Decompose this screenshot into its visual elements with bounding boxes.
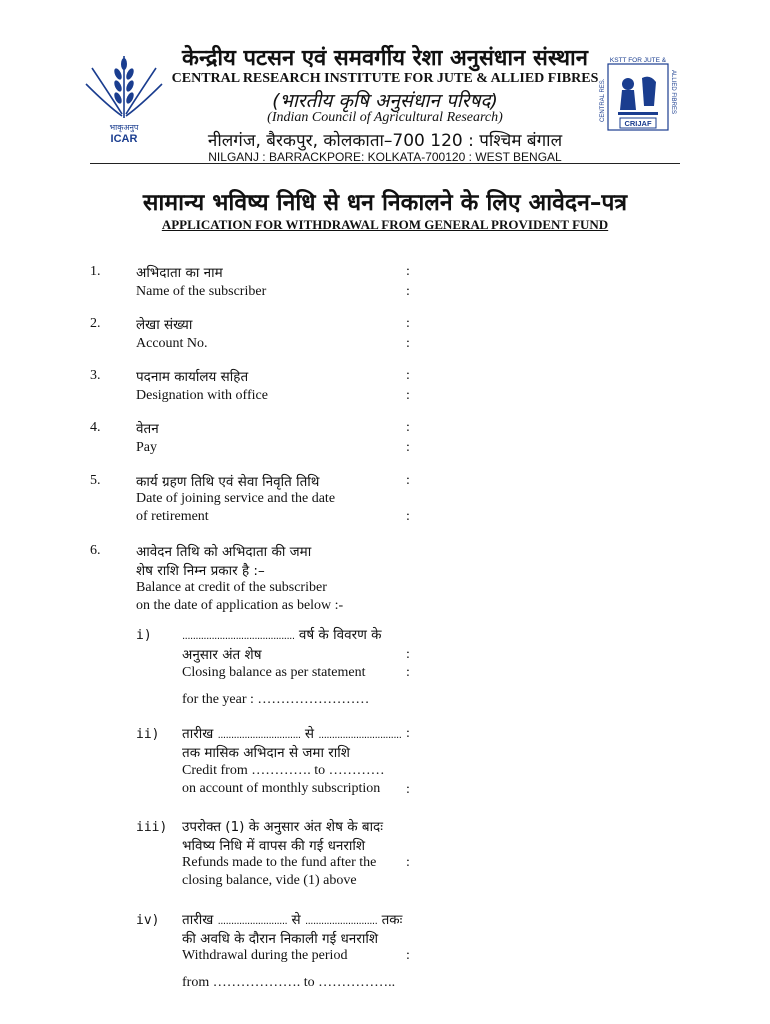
item-label-english: Account No.: [136, 336, 208, 351]
colon: :: [406, 855, 410, 870]
subitem-label: iv): [136, 913, 160, 928]
colon: :: [406, 726, 410, 741]
blank-dots: ...........................: [304, 916, 378, 927]
subitem-line-hindi: उपरोक्त (1) के अनुसार अंत शेष के बादः: [182, 819, 383, 835]
council-name-english: (Indian Council of Agricultural Research): [267, 110, 503, 125]
subitem-line-english: from ………………. to ……………..: [182, 975, 396, 990]
colon: :: [406, 420, 410, 435]
subitem-line-hindi: तक मासिक अभिदान से जमा राशि: [182, 745, 350, 761]
subitem-line-english: for the year : ……………………: [182, 692, 370, 707]
item-label-hindi: कार्य ग्रहण तिथि एवं सेवा निवृति तिथि: [136, 474, 320, 490]
subitem-line-english: Refunds made to the fund after the: [182, 855, 377, 870]
colon: :: [406, 509, 410, 524]
colon: :: [406, 284, 410, 299]
colon: :: [406, 782, 410, 797]
item-number: 3.: [90, 368, 101, 383]
item-number: 4.: [90, 420, 101, 435]
item-label-hindi: पदनाम कार्यालय सहित: [136, 369, 249, 385]
subitem-text-hindi: तारीख: [182, 726, 214, 742]
crijaf-logo-icon: [598, 56, 678, 138]
item-label-english: Designation with office: [136, 388, 268, 403]
colon: :: [406, 647, 410, 662]
item-label-english: Balance at credit of the subscriber: [136, 580, 327, 595]
subitem-text-hindi: वर्ष के विवरण के: [298, 627, 382, 643]
subitem-label: i): [136, 628, 152, 643]
subitem-label: iii): [136, 820, 168, 835]
icar-logo-text: ICAR: [110, 133, 138, 144]
address-hindi: नीलगंज, बैरकपुर, कोलकाता–700 120 : पश्चिम बंगाल: [207, 131, 563, 151]
form-title-english: APPLICATION FOR WITHDRAWAL FROM GENERAL PROVIDENT FUND: [161, 217, 609, 232]
item-label-hindi: वेतन: [136, 421, 159, 437]
header-divider: [90, 163, 680, 164]
form-title-hindi: सामान्य भविष्य निधि से धन निकालने के लिए आवेदन–पत्र: [142, 190, 628, 216]
colon: :: [406, 440, 410, 455]
subitem-text-hindi: से: [291, 912, 301, 928]
subitem-line-hindi: अनुसार अंत शेष: [182, 647, 262, 663]
crijaf-logo-right-text: ALLIED FIBRES: [670, 70, 676, 115]
blank-dots: ...............................: [318, 730, 402, 741]
colon: :: [406, 368, 410, 383]
subitem-line-english: Closing balance as per statement: [182, 665, 366, 680]
icar-wheat-logo-icon: [82, 48, 166, 144]
institute-name-hindi: केन्द्रीय पटसन एवं समवर्गीय रेशा अनुसंधान संस्थान: [182, 46, 588, 71]
subitem-text-hindi: से: [304, 726, 315, 742]
subitem-label: ii): [136, 727, 160, 742]
subitem-text-hindi: तकः: [381, 912, 403, 928]
item-label-english: Name of the subscriber: [136, 284, 267, 299]
crijaf-logo-left-text: CENTRAL RES.: [600, 78, 606, 122]
address-english: NILGANJ : BARRACKPORE: KOLKATA-700120 : WEST BENGAL: [208, 150, 562, 164]
item-number: 1.: [90, 264, 101, 279]
crijaf-logo-top-text: KSTT FOR JUTE &: [609, 57, 667, 64]
subitem-line-english: on account of monthly subscription: [182, 781, 381, 796]
item-number: 6.: [90, 543, 101, 558]
colon: :: [406, 388, 410, 403]
item-label-english: Pay: [136, 440, 157, 455]
item-label-hindi: अभिदाता का नाम: [136, 265, 223, 281]
item-label-english: Date of joining service and the date: [136, 491, 336, 506]
crijaf-logo-text: CRIJAF: [624, 119, 652, 128]
item-label-hindi: आवेदन तिथि को अभिदाता की जमा: [136, 544, 312, 560]
blank-dots: ...............................: [217, 730, 301, 741]
subitem-line-hindi: भविष्य निधि में वापस की गई धनराशि: [182, 838, 366, 854]
subitem-line-hindi: [182, 625, 382, 643]
subitem-line-hindi: की अवधि के दौरान निकाली गई धनराशि: [182, 931, 378, 947]
colon: :: [406, 948, 410, 963]
subitem-line-english: Withdrawal during the period: [182, 948, 348, 963]
blank-dots: ..........................................: [182, 631, 295, 642]
colon: :: [406, 316, 410, 331]
subitem-line-hindi: [182, 724, 401, 742]
colon: :: [406, 336, 410, 351]
item-label-hindi: शेष राशि निम्न प्रकार है :–: [136, 563, 265, 579]
subitem-text-hindi: तारीख: [182, 912, 214, 928]
colon: :: [406, 473, 410, 488]
subitem-line-english: closing balance, vide (1) above: [182, 873, 357, 888]
item-number: 2.: [90, 316, 101, 331]
institute-name-english: CENTRAL RESEARCH INSTITUTE FOR JUTE & ALLIED FIBRES: [171, 71, 599, 86]
item-label-english: on the date of application as below :-: [136, 598, 344, 613]
colon: :: [406, 264, 410, 279]
colon: :: [406, 665, 410, 680]
council-name-hindi: (भारतीय कृषि अनुसंधान परिषद): [272, 90, 498, 112]
blank-dots: ..........................: [217, 916, 288, 927]
subitem-line-hindi: [182, 910, 402, 928]
item-label-english: of retirement: [136, 509, 209, 524]
icar-logo-hindi-text: भाकृअनुप: [109, 123, 139, 132]
item-number: 5.: [90, 473, 101, 488]
item-label-hindi: लेखा संख्या: [136, 317, 193, 333]
subitem-line-english: Credit from …………. to …………: [182, 763, 385, 778]
